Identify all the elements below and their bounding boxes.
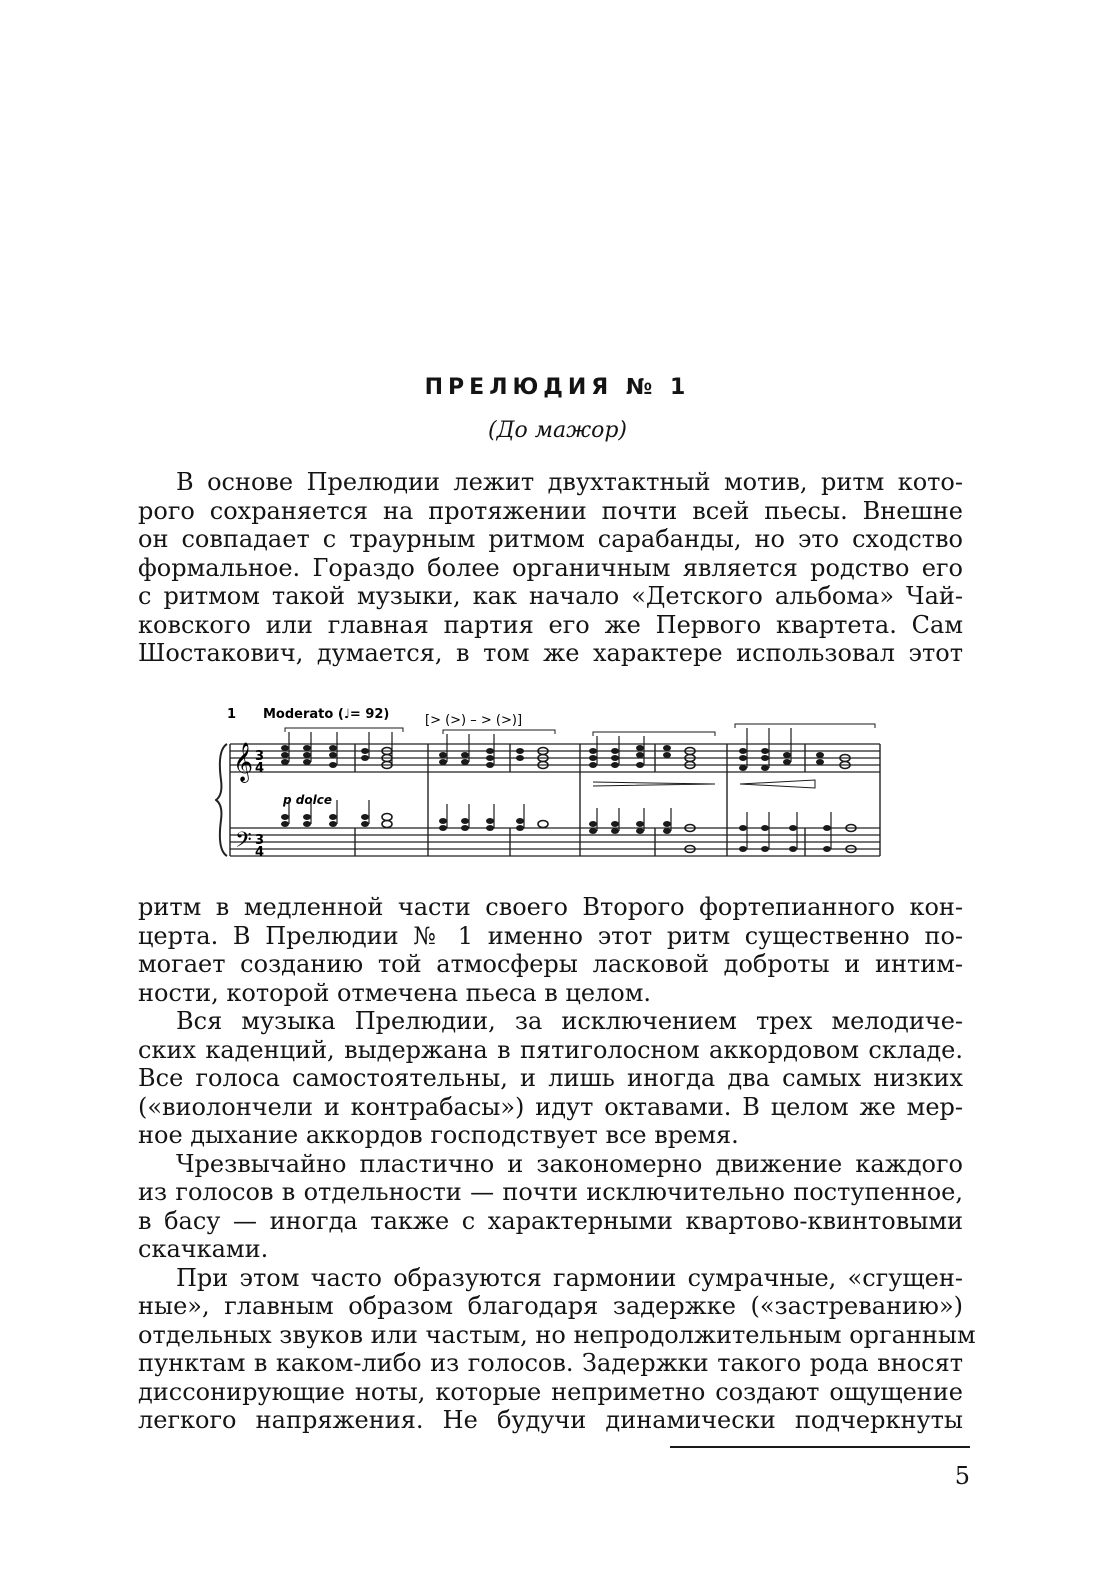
chord <box>589 748 597 768</box>
time-signature-top: 3 <box>255 749 265 764</box>
time-signature-bottom: 3 <box>255 833 265 848</box>
tempo-marking: Moderato (♩= 92) <box>263 707 390 722</box>
chord <box>329 814 337 827</box>
text-line: формальное. Гораздо более органичным является родство его <box>138 553 963 582</box>
text-line: пунктам в каком-либо из голосов. Задержки такого рода вносят <box>138 1349 963 1377</box>
text-line: ное дыхание аккордов господствует все время. <box>138 1121 739 1149</box>
text-line: могает созданию той атмосферы ласковой доброты и интим- <box>138 950 963 978</box>
chord <box>739 825 747 852</box>
dynamic-marking: p dolce <box>283 793 332 807</box>
chord <box>486 748 494 768</box>
chord <box>281 745 289 765</box>
chapter-subtitle: (До мажор) <box>488 418 627 443</box>
text-line: ских каденций, выдержана в пятиголосном аккордовом складе. <box>138 1035 963 1064</box>
text-line: из голосов в отдельности — почти исключительно поступенное, <box>138 1178 963 1206</box>
chord <box>761 825 769 852</box>
text-line: в басу — иногда также с характерными квартово-квинтовыми <box>138 1206 963 1235</box>
chord <box>329 745 337 768</box>
chord <box>303 814 311 827</box>
text-line: легкого напряжения. Не будучи динамически подчеркнуты <box>138 1406 963 1434</box>
chord <box>439 818 447 831</box>
accent-marking: [> (>) – > (>)] <box>425 713 523 728</box>
chord <box>840 755 850 769</box>
chord <box>846 825 856 853</box>
chord <box>516 818 524 831</box>
main-text-block <box>138 893 976 1435</box>
text-line: ковского или главная партия его же Первого квартета. Сам <box>138 610 963 639</box>
music-example <box>215 700 890 870</box>
music-score-figure <box>215 700 890 870</box>
chord <box>739 748 747 771</box>
chord <box>303 745 311 765</box>
text-line: он совпадает с траурным ритмом сарабанды, но это сходство <box>138 525 963 553</box>
text-line: церта. В Прелюдии № 1 именно этот ритм существенно по- <box>138 921 963 950</box>
text-line: ные», главным образом благодаря задержке («застреванию») <box>138 1292 963 1320</box>
text-line: диссонирующие ноты, которые неприметно создают ощущение <box>138 1377 963 1406</box>
treble-staff <box>230 744 880 772</box>
page-number: 5 <box>954 1462 970 1490</box>
chord <box>382 814 392 828</box>
chapter-title: ПРЕЛЮДИЯ № 1 <box>424 375 691 400</box>
paragraph-1 <box>138 468 963 668</box>
chord <box>461 818 469 831</box>
chord <box>636 745 644 768</box>
footer-rule <box>670 1446 970 1448</box>
brace <box>216 744 227 856</box>
text-line: Вся музыка Прелюдии, за исключением трех мелодиче- <box>176 1007 963 1035</box>
text-line: В основе Прелюдии лежит двухтактный мотив, ритм кото- <box>176 468 963 496</box>
text-line: скачками. <box>138 1235 269 1263</box>
chord <box>789 825 797 852</box>
text-line: рого сохраняется на протяжении почти всей пьесы. Внешне <box>138 496 963 525</box>
bass-chords <box>281 814 856 853</box>
text-line: ности, которой отмечена пьеса в целом. <box>138 978 652 1007</box>
text-line: отдельных звуков или частым, но непродолжительным органным <box>138 1320 976 1349</box>
text-line: Все голоса самостоятельны, и лишь иногда два самых низких <box>138 1064 963 1092</box>
text-line: Шостакович, думается, в том же характере использовал этот <box>138 639 963 667</box>
text-line: ритм в медленной части своего Второго фортепианного кон- <box>138 893 963 921</box>
chord <box>361 814 369 827</box>
example-number: 1 <box>227 707 237 722</box>
time-signature-top-denominator: 4 <box>255 761 265 776</box>
chord <box>538 821 548 828</box>
chord <box>516 748 524 761</box>
text-line: («виолончели и контрабасы») идут октавами. В целом же мер- <box>138 1092 963 1121</box>
bass-staff <box>230 828 880 856</box>
chord <box>761 748 769 771</box>
chord <box>685 825 695 853</box>
chord <box>611 748 619 768</box>
time-signature-bottom-denominator: 4 <box>255 845 265 860</box>
chord <box>361 748 369 761</box>
text-line: При этом часто образуются гармонии сумрачные, «сгущен- <box>176 1263 963 1292</box>
chord <box>823 825 831 852</box>
text-line: с ритмом такой музыки, как начало «Детского альбома» Чай- <box>138 582 963 610</box>
treble-clef-icon: 𝄞 <box>233 742 254 782</box>
chord <box>281 814 289 827</box>
text-line: Чрезвычайно пластично и закономерно движение каждого <box>176 1149 963 1178</box>
bass-clef-icon: 𝄢 <box>235 828 252 858</box>
chord <box>486 818 494 831</box>
